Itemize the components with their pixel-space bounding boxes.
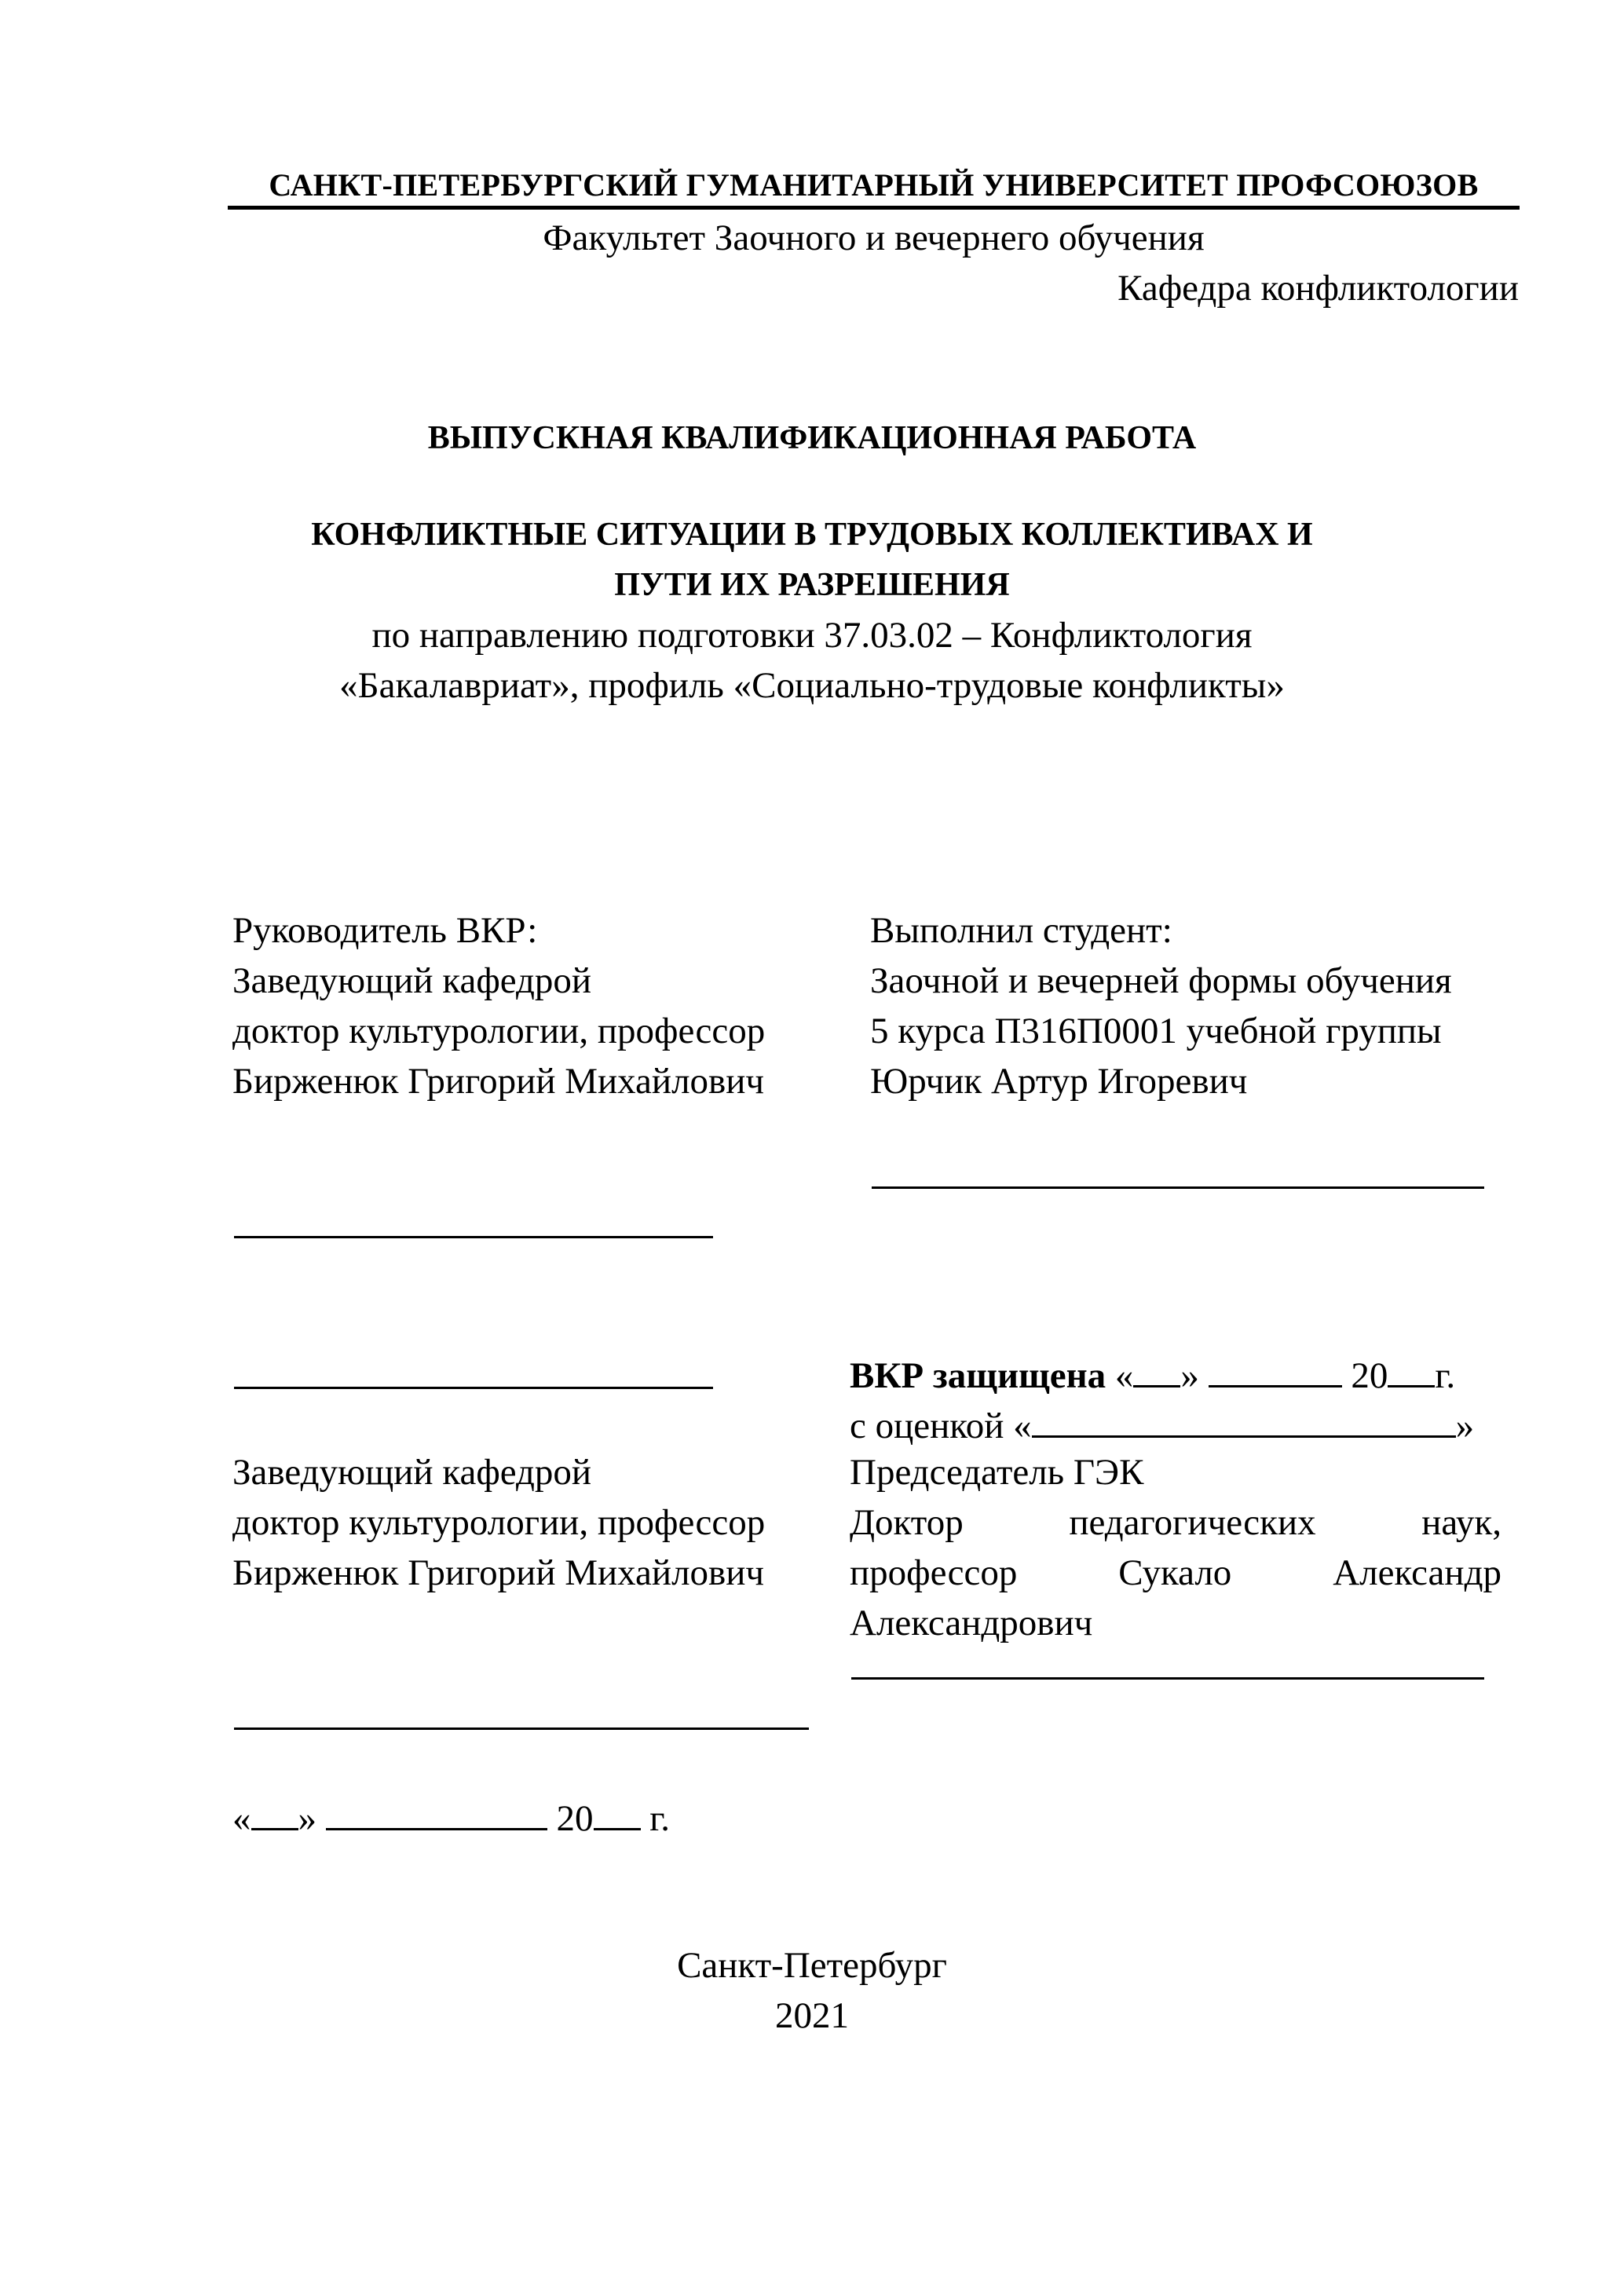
student-name: Юрчик Артур Игоревич (870, 1061, 1248, 1102)
head-signature-line[interactable] (234, 1727, 809, 1730)
supervisor-position: Заведующий кафедрой (232, 960, 592, 1001)
defense-date-close: » (1180, 1355, 1199, 1396)
head-name: Бирженюк Григорий Михайлович (232, 1552, 765, 1593)
grade-field[interactable] (1032, 1407, 1456, 1438)
defense-day-field[interactable] (1133, 1357, 1180, 1387)
faculty-name: Факультет Заочного и вечернего обучения (543, 218, 1205, 258)
supervisor-signature-line[interactable] (234, 1236, 713, 1238)
topic-title-line-2: ПУТИ ИХ РАЗРЕШЕНИЯ (614, 567, 1010, 603)
sign-day-field[interactable] (251, 1800, 298, 1830)
gek-word: Александр (1333, 1552, 1501, 1593)
gek-chair-degree-line (850, 1504, 1501, 1541)
student-label: Выполнил студент: (870, 910, 1172, 951)
study-direction: по направлению подготовки 37.03.02 – Конфликтология (371, 615, 1253, 656)
defense-line (850, 1357, 1455, 1395)
topic-title-line-1: КОНФЛИКТНЫЕ СИТУАЦИИ В ТРУДОВЫХ КОЛЛЕКТИВАХ И (311, 517, 1313, 553)
footer-city: Санкт-Петербург (677, 1945, 947, 1986)
head-signature-line-top[interactable] (234, 1387, 713, 1389)
department-name: Кафедра конфликтологии (1117, 268, 1519, 309)
defense-year-prefix: 20 (1351, 1355, 1388, 1396)
gek-chair-patronymic: Александрович (850, 1603, 1093, 1643)
study-profile: «Бакалавриат», профиль «Социально-трудовые конфликты» (339, 665, 1285, 706)
sign-year-prefix: 20 (556, 1798, 594, 1839)
student-signature-line[interactable] (872, 1186, 1484, 1189)
work-type-title: ВЫПУСКНАЯ КВАЛИФИКАЦИОННАЯ РАБОТА (427, 420, 1197, 456)
sign-date-close: » (298, 1798, 316, 1839)
gek-word: Доктор (850, 1502, 964, 1543)
defense-month-field[interactable] (1209, 1357, 1342, 1387)
gek-word: Сукало (1118, 1552, 1232, 1593)
header-divider (228, 206, 1520, 210)
sign-date-open: « (232, 1798, 251, 1839)
grade-close: » (1455, 1406, 1475, 1446)
head-position: Заведующий кафедрой (232, 1452, 592, 1493)
university-name: САНКТ-ПЕТЕРБУРГСКИЙ ГУМАНИТАРНЫЙ УНИВЕРСИТЕТ ПРОФСОЮЗОВ (269, 167, 1479, 203)
gek-chair-name-line (850, 1552, 1501, 1593)
defense-year-suffix: г. (1435, 1355, 1456, 1396)
supervisor-name: Бирженюк Григорий Михайлович (232, 1061, 765, 1102)
gek-word: наук, (1421, 1502, 1501, 1543)
gek-chair-label: Председатель ГЭК (850, 1452, 1144, 1493)
sign-year-suffix: г. (649, 1798, 670, 1839)
defense-year-field[interactable] (1388, 1357, 1435, 1387)
student-study-form: Заочной и вечерней формы обучения (870, 960, 1452, 1001)
sign-month-field[interactable] (326, 1800, 547, 1830)
gek-signature-line[interactable] (851, 1677, 1484, 1680)
sign-year-field[interactable] (594, 1800, 641, 1830)
defense-label: ВКР защищена (850, 1355, 1106, 1396)
grade-line (850, 1407, 1474, 1445)
grade-label: с оценкой « (850, 1406, 1032, 1446)
gek-word: профессор (850, 1552, 1018, 1593)
footer-year: 2021 (775, 1995, 849, 2036)
student-group: 5 курса П316П0001 учебной группы (870, 1011, 1442, 1051)
head-degree: доктор культурологии, профессор (232, 1502, 766, 1543)
supervisor-label: Руководитель ВКР: (232, 910, 538, 951)
defense-date-open: « (1114, 1355, 1134, 1396)
gek-word: педагогических (1069, 1502, 1316, 1543)
sign-date-line (232, 1800, 670, 1837)
supervisor-degree: доктор культурологии, профессор (232, 1011, 766, 1051)
